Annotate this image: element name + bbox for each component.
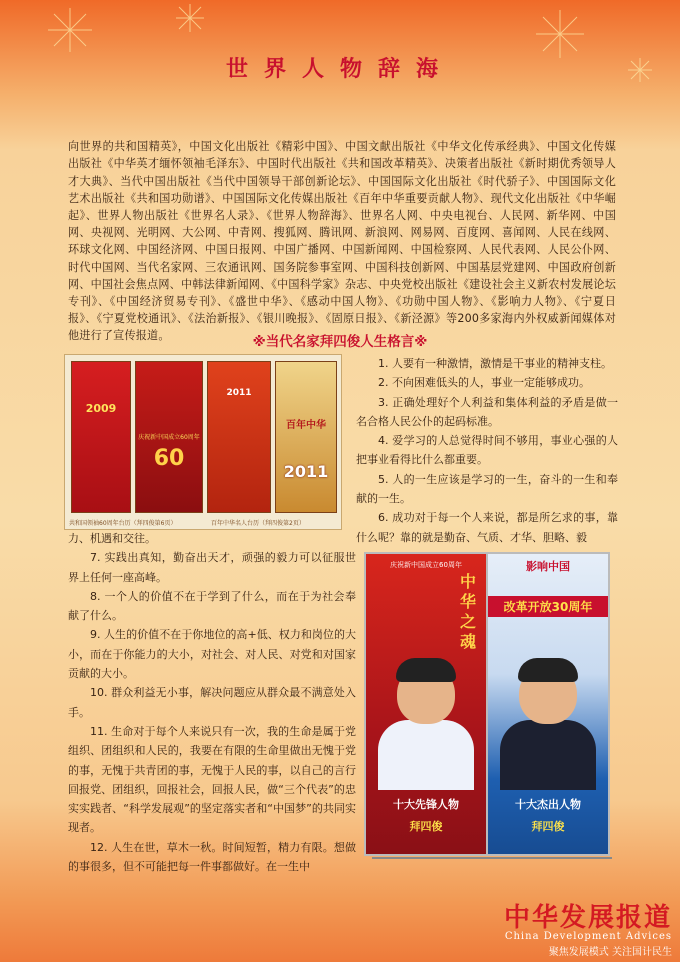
quote-7: 7. 实践出真知，勤奋出天才，顽强的毅力可以征服世界上任何一座高峰。: [68, 551, 356, 584]
banner-2-slogan: 改革开放30周年: [488, 596, 608, 617]
page-title: 世界人物辞海: [225, 56, 454, 82]
publication-logo: [442, 897, 672, 958]
banner-stand: [372, 857, 612, 859]
intro-paragraph: 向世界的共和国精英》，中国文化出版社《精彩中国》、中国文献出版社《中华文化传承经典》、中国文化传媒出版社《中华英才缅怀领袖毛泽东》、中国时代出版社《共和国改革精英》、决策者出版社《新时期优秀领导人才大典》、当代中国出版社《当代中国领导干部创新论坛》、中国国际文化出版社《时代骄子》、中国国际文化艺术出版社《共和国功勋谱》、中国国际文化传媒出版社《百年中华重要贡献人物》、现代文化出版社《中华崛起》、世界人物出版社《世界名人录》、《世界人物辞海》、世界名人网、中央电视台、人民网、新华网、中国网、央视网、光明网、大公网、中青网、搜狐网、腾讯网、新浪网、网易网、百度网、喜闻网、人民在线网、环球文化网、中国经济网、中国日报网、中国广播网、中国新闻网、中国检察网、人民代表网、人民公仆网、时代中国网、当代名家网、三农通讯网、国务院参事室网、中国科技创新网、中国基层党建网、中国政府创新网、中国社会焦点网、中韩法律新闻网、《中国科学家》杂志、中央党校出版社《建设社会主义新农村发展论坛专刊》、《中国经济贸易专刊》、《盛世中华》、《感动中国人物》、《功勋中国人物》、《影响力人物》、《宁夏日报》、《宁夏党校通讯》、《法治新报》、《银川晚报》、《固原日报》、《新泾源》等200多家海内外权威新闻媒体对他进行了宣传报道。: [68, 140, 616, 343]
calendar-covers-photo: [64, 354, 342, 530]
quote-2: 2. 不向困难低头的人，事业一定能够成功。: [378, 376, 590, 390]
banner-1-top-text: 庆祝新中国成立60周年: [390, 561, 462, 569]
quote-12: 12. 人生在世，草木一秋。时间短暂，精力有限。想做的事很多，但不可能把每一件事都做好。在一生中: [68, 840, 356, 874]
quote-10: 10. 群众利益无小事，解决问题应从群众最不满意处入手。: [68, 686, 356, 719]
caption-left: 共和国领袖60周年台历（拜四俊第6页）: [69, 520, 177, 527]
quote-3: 3. 正确处理好个人利益和集体利益的矛盾是做一名合格人民公仆的起码标准。: [356, 395, 618, 428]
quote-4: 4. 爱学习的人总觉得时间不够用，事业心强的人把事业看得比什么都重要。: [356, 434, 618, 467]
banner-2-hair: [518, 658, 578, 682]
logo-slogan: 聚焦发展模式 关注国计民生: [548, 947, 672, 958]
cover-4: [275, 361, 337, 513]
banner-1-name: 拜四俊: [409, 820, 443, 833]
quote-6-continued: 力、机遇和交往。: [68, 532, 156, 545]
cover-1: [71, 361, 131, 513]
banner-2-top-text: 影响中国: [526, 560, 570, 573]
cover-1-label: 2009: [85, 402, 117, 415]
banner-2-name: 拜四俊: [531, 820, 565, 833]
caption-right: 百年中华名人台历（拜四俊第2页）: [211, 520, 305, 527]
cover-3: [207, 361, 271, 513]
banner-2-caption: 十大杰出人物: [515, 798, 581, 811]
cover-2-number: 60: [153, 446, 185, 471]
banner-2-suit: [500, 720, 596, 790]
quote-1: 1. 人要有一种激情，激情是干事业的精神支柱。: [378, 357, 612, 370]
banner-1-hair: [396, 658, 456, 682]
banner-1-caption: 十大先锋人物: [393, 798, 459, 811]
quote-11: 11. 生命对于每个人来说只有一次，我的生命是属于党组织、团组织和人民的，我要在有限的生命里做出无愧于党的事，无愧于共青团的事，无愧于人民的事，以自己的言行回报党、团组织，回报社会，回报人民，做“三个代表”的忠实实践者、“科学发展观”的坚定落实者和“中国梦”的共同实现者。: [68, 724, 356, 835]
cover-4-year: 2011: [283, 462, 329, 481]
banner-pioneer: [364, 552, 488, 856]
section-heading: ※当代名家拜四俊人生格言※: [252, 334, 428, 350]
banner-1-suit: [378, 720, 474, 790]
quote-9: 9. 人生的价值不在于你地位的高+低、权力和岗位的大小，而在于你能力的大小，对社会、对人民、对党和对国家贡献的大小。: [68, 628, 356, 681]
cover-2: [135, 361, 203, 513]
banner-1-calligraphy: 中华之魂: [460, 572, 477, 651]
quote-5: 5. 人的一生应该是学习的一生，奋斗的一生和奉献的一生。: [356, 472, 618, 506]
logo-chinese: 中华发展报道: [503, 903, 672, 933]
cover-4-label: 百年中华: [286, 420, 326, 431]
cover-2-label: 庆祝新中国成立60周年: [138, 434, 200, 441]
quotes-left-column: [68, 529, 356, 876]
quote-6: 6. 成功对于每一个人来说，都是所乞求的事，靠什么呢？靠的就是勤奋、气质、才华、胆略、毅: [356, 511, 618, 544]
quotes-right-column: [356, 354, 618, 547]
logo-english: China Development Advices: [504, 931, 672, 942]
cover-3-label: 2011: [226, 388, 252, 398]
quote-8: 8. 一个人的价值不在于学到了什么，而在于为社会奉献了什么。: [68, 589, 356, 623]
banner-outstanding: [486, 552, 610, 856]
